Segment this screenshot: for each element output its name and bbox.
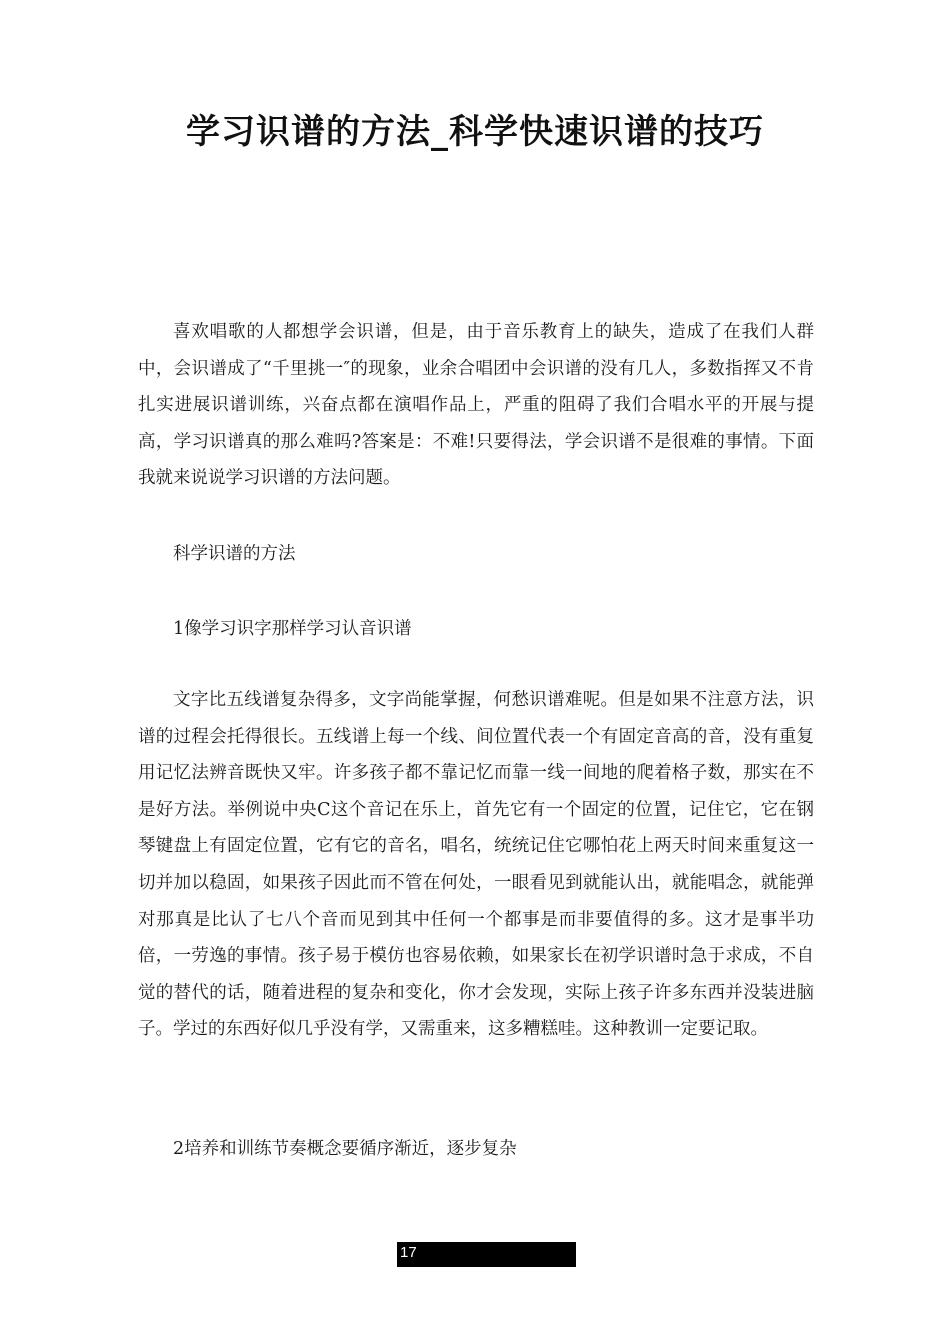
section-heading-2: 2培养和训练节奏概念要循序渐近，逐步复杂 (173, 1139, 517, 1159)
page-number-bar (397, 1242, 576, 1267)
section-heading-1: 1像学习识字那样学习认音识谱 (173, 619, 412, 639)
document-title: 学习识谱的方法_科学快速识谱的技巧 (186, 112, 764, 152)
page-number: 17 (400, 1244, 417, 1261)
body-paragraph-1: 文字比五线谱复杂得多，文字尚能掌握，何愁识谱难呢。但是如果不注意方法，识谱的过程会托得很长。五线谱上每一个线、间位置代表一个有固定音高的音，没有重复用记忆法辨音既快又牢。许多孩子都不靠记忆而靠一线一间地的爬着格子数，那实在不是好方法。举例说中央C这个音记在乐上，首先它有一个固定的位置，记住它，它在钢琴键盘上有固定位置，它有它的音名，唱名，统统记住它哪怕花上两天时间来重复这一切并加以稳固，如果孩子因此而不管在何处，一眼看见到就能认出，就能唱念，就能弹对那真是比认了七八个音而见到其中任何一个都事是而非要值得的多。这才是事半功倍，一劳逸的事情。孩子易于模仿也容易依赖，如果家长在初学识谱时急于求成，不自觉的替代的话，随着进程的复杂和变化，你才会发现，实际上孩子许多东西并没装进脑子。学过的东西好似几乎没有学，又需重来，这多糟糕哇。这种教训一定要记取。 (138, 690, 814, 1040)
section-heading-method: 科学识谱的方法 (173, 544, 296, 564)
intro-paragraph: 喜欢唱歌的人都想学会识谱，但是，由于音乐教育上的缺失，造成了在我们人群中，会识谱成了“千里挑一″的现象，业余合唱团中会识谱的没有几人，多数指挥又不肯扎实进展识谱训练，兴奋点都在演唱作品上，严重的阻碍了我们合唱水平的开展与提高，学习识谱真的那么难吗?答案是：不难!只要得法，学会识谱不是很难的事情。下面我就来说说学习识谱的方法问题。 (138, 322, 814, 489)
